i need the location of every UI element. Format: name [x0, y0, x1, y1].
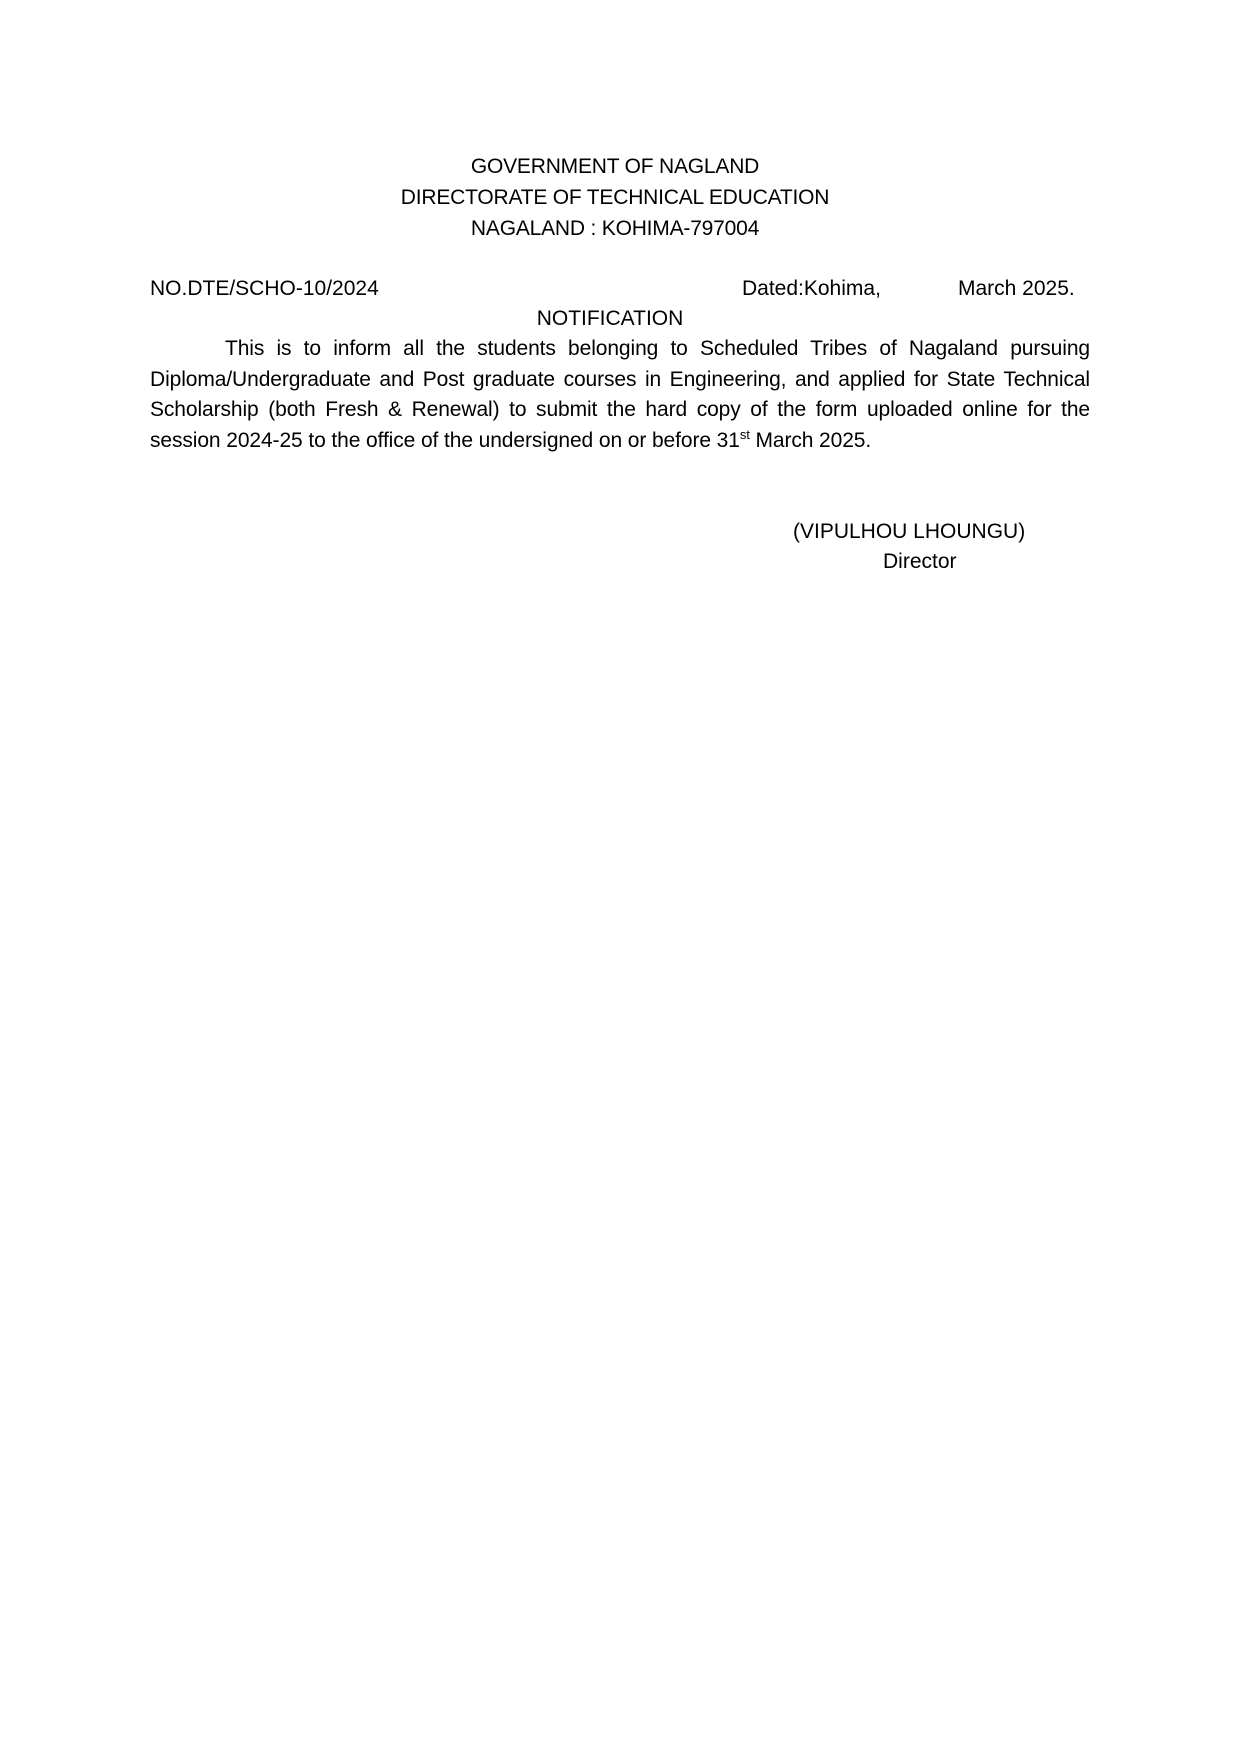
letterhead-government: GOVERNMENT OF NAGLAND — [470, 155, 760, 178]
letterhead-address: NAGALAND : KOHIMA-797004 — [470, 217, 760, 240]
notification-title: NOTIFICATION — [536, 307, 684, 330]
reference-row — [150, 274, 1085, 304]
notification-body — [150, 334, 1090, 456]
signatory-name: (VIPULHOU LHOUNGU) — [793, 520, 1026, 543]
dated-month: March 2025. — [958, 277, 1075, 300]
signatory-designation: Director — [883, 550, 957, 573]
letterhead — [0, 151, 1240, 244]
date-ordinal-suffix: st — [739, 426, 750, 442]
letterhead-directorate: DIRECTORATE OF TECHNICAL EDUCATION — [400, 186, 830, 209]
reference-number: NO.DTE/SCHO-10/2024 — [150, 277, 379, 300]
notification-body-main: This is to inform all the students belonging to Scheduled Tribes of Nagaland pursuing Diploma/Undergraduate and Post graduate courses in Engineering, and applied for State Technical Scholarship (both Fresh & Renewal) to submit the hard copy of the form uploaded online for the session 2024-25 to the office of the undersigned on or before 31 — [150, 337, 1090, 452]
notification-body-end: March 2025. — [749, 428, 872, 452]
dated-place: Dated:Kohima, — [742, 277, 881, 300]
